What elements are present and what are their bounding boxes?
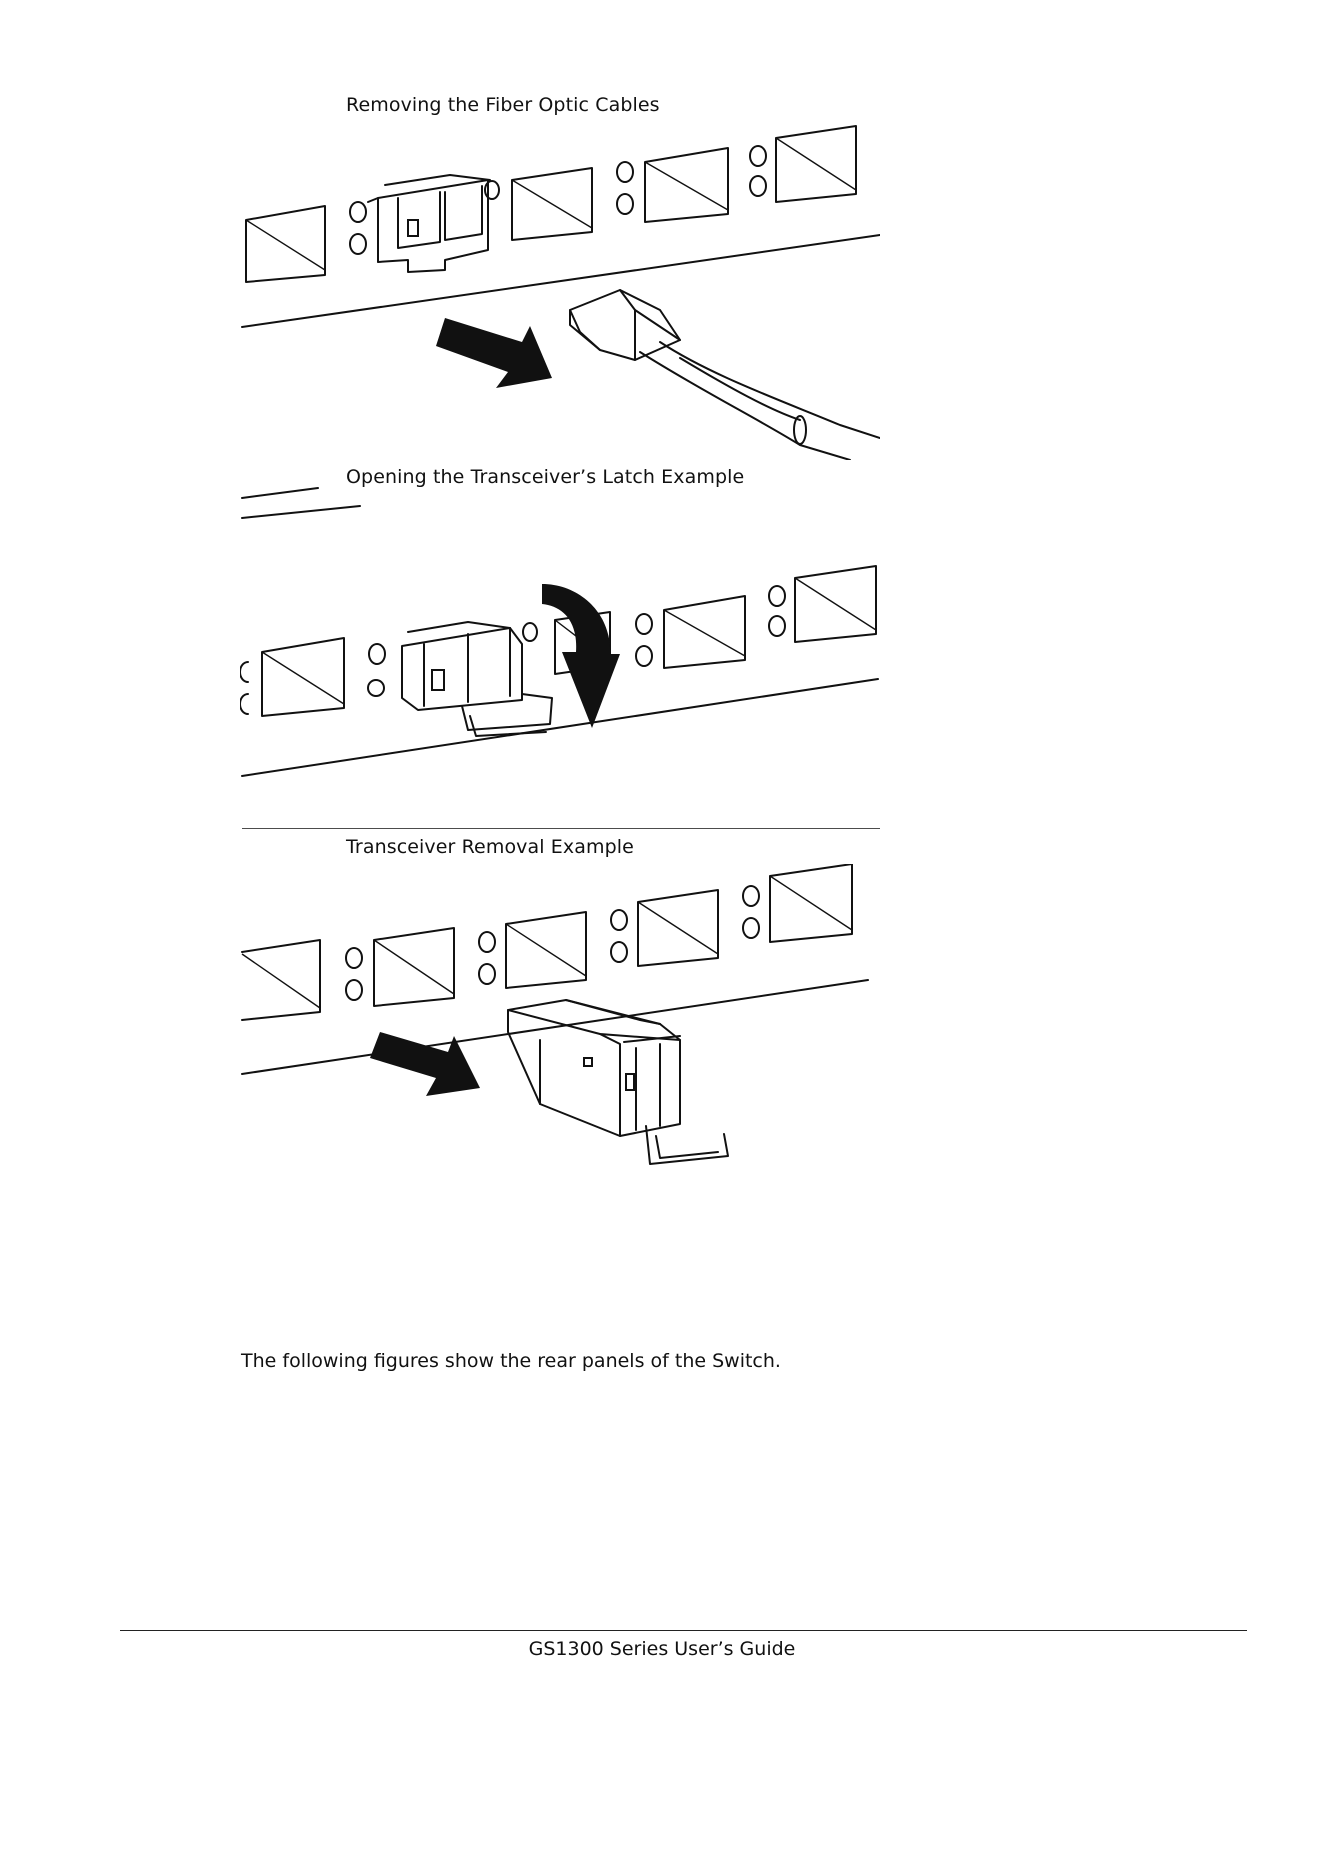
footer-rule bbox=[120, 1630, 1247, 1631]
page-footer: GS1300 Series User’s Guide bbox=[528, 1638, 796, 1660]
figure-2-caption: Opening the Transceiver’s Latch Example bbox=[346, 466, 745, 488]
figure-2-latch-opening-illustration bbox=[240, 484, 880, 829]
figure-3-caption: Transceiver Removal Example bbox=[346, 836, 634, 858]
body-paragraph: The following figures show the rear panels of the Switch. bbox=[241, 1350, 781, 1372]
figure-3-transceiver-removal-illustration bbox=[240, 864, 880, 1184]
figure-1-caption: Removing the Fiber Optic Cables bbox=[346, 94, 660, 116]
figure-1-fiber-cable-removal-illustration bbox=[240, 120, 880, 460]
